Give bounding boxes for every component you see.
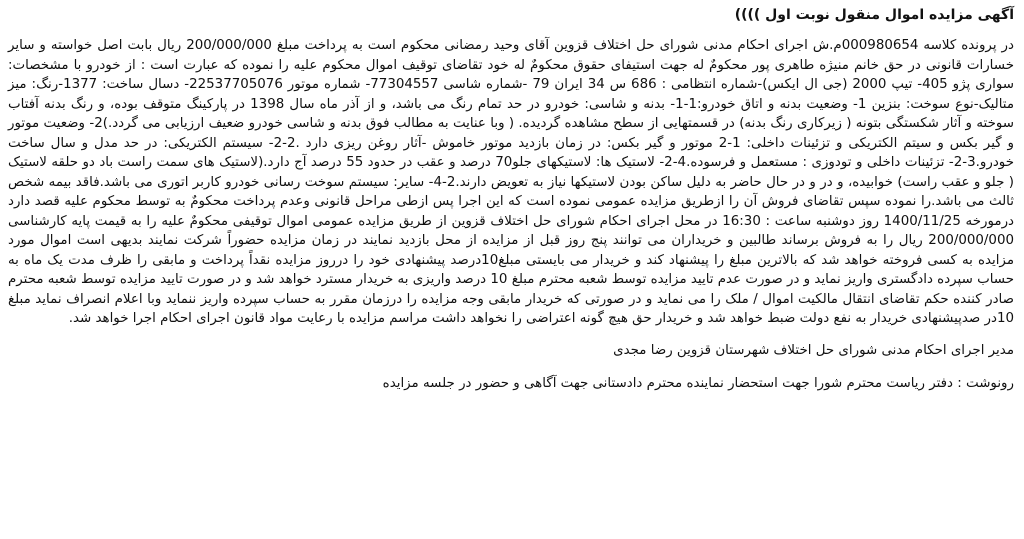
- notice-title: آگهی مزایده اموال منقول نوبت اول )))): [734, 7, 1014, 23]
- notice-body: در پرونده کلاسه 000980654م.ش اجرای احکام مدنی شورای حل اختلاف قزوین آقای وحید رمضانی محکوم است به پرداخت مبلغ 200/000/000 ریال بابت اصل خواسته و سایر خسارات قانونی در حق خانم منیژه طاهری پور محکومٌ له جهت استیفای حقوق محکومٌ له خود تقاضای توقیف اموال محکوم علیه را نموده که عبارت است : از خودرو با مشخصات: سواری پژو 405- تیپ 2000 (جی ال ایکس)-شماره انتظامی : 686 س 34 ایران 79 -شماره شاسی 77304557- شماره موتور 22537705076- دسال ساخت: 1377-رنگ: میز متالیک-نوع سوخت: بنزین 1- وضعیت بدنه و اتاق خودرو:1-1- بدنه و شاسی: خودرو در حد تمام رنگ می باشد، و از آذر ماه سال 1398 در پارکینگ متوقف بوده، و رنگ بدنه آفتاب سوخته و آثار شکستگی بتونه ( زیرکاری رنگ بدنه) در قسمتهایی از سطح مشاهده گردیده. ( وبا عنایت به مطالب فوق بدنه و شاسی خودرو ضعیف ارزیابی می گردد.)2- وضعیت موتور و گیر بکس و سیتم الکتریکی و تزئینات داخلی: 1-2 موتور و گیر بکس: در زمان بازدید موتور خاموش -آثار روغن ریزی دارد .2-2- سیستم الکتریکی: در حد مدل و سال ساخت خودرو.3-2- تزئینات داخلی و تودوزی : مستعمل و فرسوده.4-2- لاستیک ها: لاستیکهای جلو70 درصد و عقب در حدود 55 درصد آج دارد.(لاستیک های سمت راست باد دو حلقه لاستیک ( جلو و عقب راست) خوابیده، و در و در حال حاضر به دلیل ساکن بودن لاستیکها نیاز به تعویض دارند.2-4- سایر: سیستم سوخت رسانی خودرو کاربر اتوری می باشد.فاقد بیمه شخص ثالث می باشد.را نموده سپس تقاضای فروش آن را ازطریق مزایده عمومی نموده است که این اجرا پس ازطی مراحل قانونی وعدم پرداخت محکومٌ به توسط محکوم علیه قصد دارد درمورخه 1400/11/25 روز دوشنبه ساعت : 16:30 در محل اجرای احکام شورای حل اختلاف قزوین از طریق مزایده عمومی اموال توقیفی محکومٌ علیه را به قیمت پایه کارشناسی 200/000/000 ریال را به فروش برساند طالبین و خریداران می توانند پنج روز قبل از مزایده از محل بازدید نمایند در زمان مزایده حضوراً شرکت نمایند بدیهی است اموال مورد مزایده به کسی فروخته خواهد شد که بالاترین مبلغ را پیشنهاد کند و خریدار می بایستی مبلغ10درصد پیشنهادی خود را درروز مزایده نقداً پرداخت و مابقی را ظرف مدت یک ماه به حساب سپرده دادگستری واریز نماید و در صورت عدم تایید مزایده توسط شعبه محترم مبلغ 10 درصد واریزی به خریدار مسترد خواهد شد و در صورت تایید مزایده توسط شعبه محترم صادر کننده حکم تقاضای انتقال مالکیت اموال / ملک را می نماید و در صورتی که خریدار مابقی وجه مزایده را درزمان مقرر به حساب سپرده واریز ننماید وبا اعلام انصراف نماید مبلغ 10در صدپیشنهادی خریدار به نفع دولت ضبط خواهد شد و خریدار حق هیچ گونه اعتراضی را نخواهد داشت مراسم مزایده با رعایت مواد قانون اجرای احکام اجرا خواهد شد.: [8, 38, 1014, 326]
- notice-cc: رونوشت : دفتر ریاست محترم شورا جهت استحضار نماینده محترم دادستانی جهت آگاهی و حضور در جلسه مزایده: [382, 375, 1014, 391]
- notice-signature: مدیر اجرای احکام مدنی شورای حل اختلاف شهرستان قزوین رضا مجدی: [613, 342, 1014, 358]
